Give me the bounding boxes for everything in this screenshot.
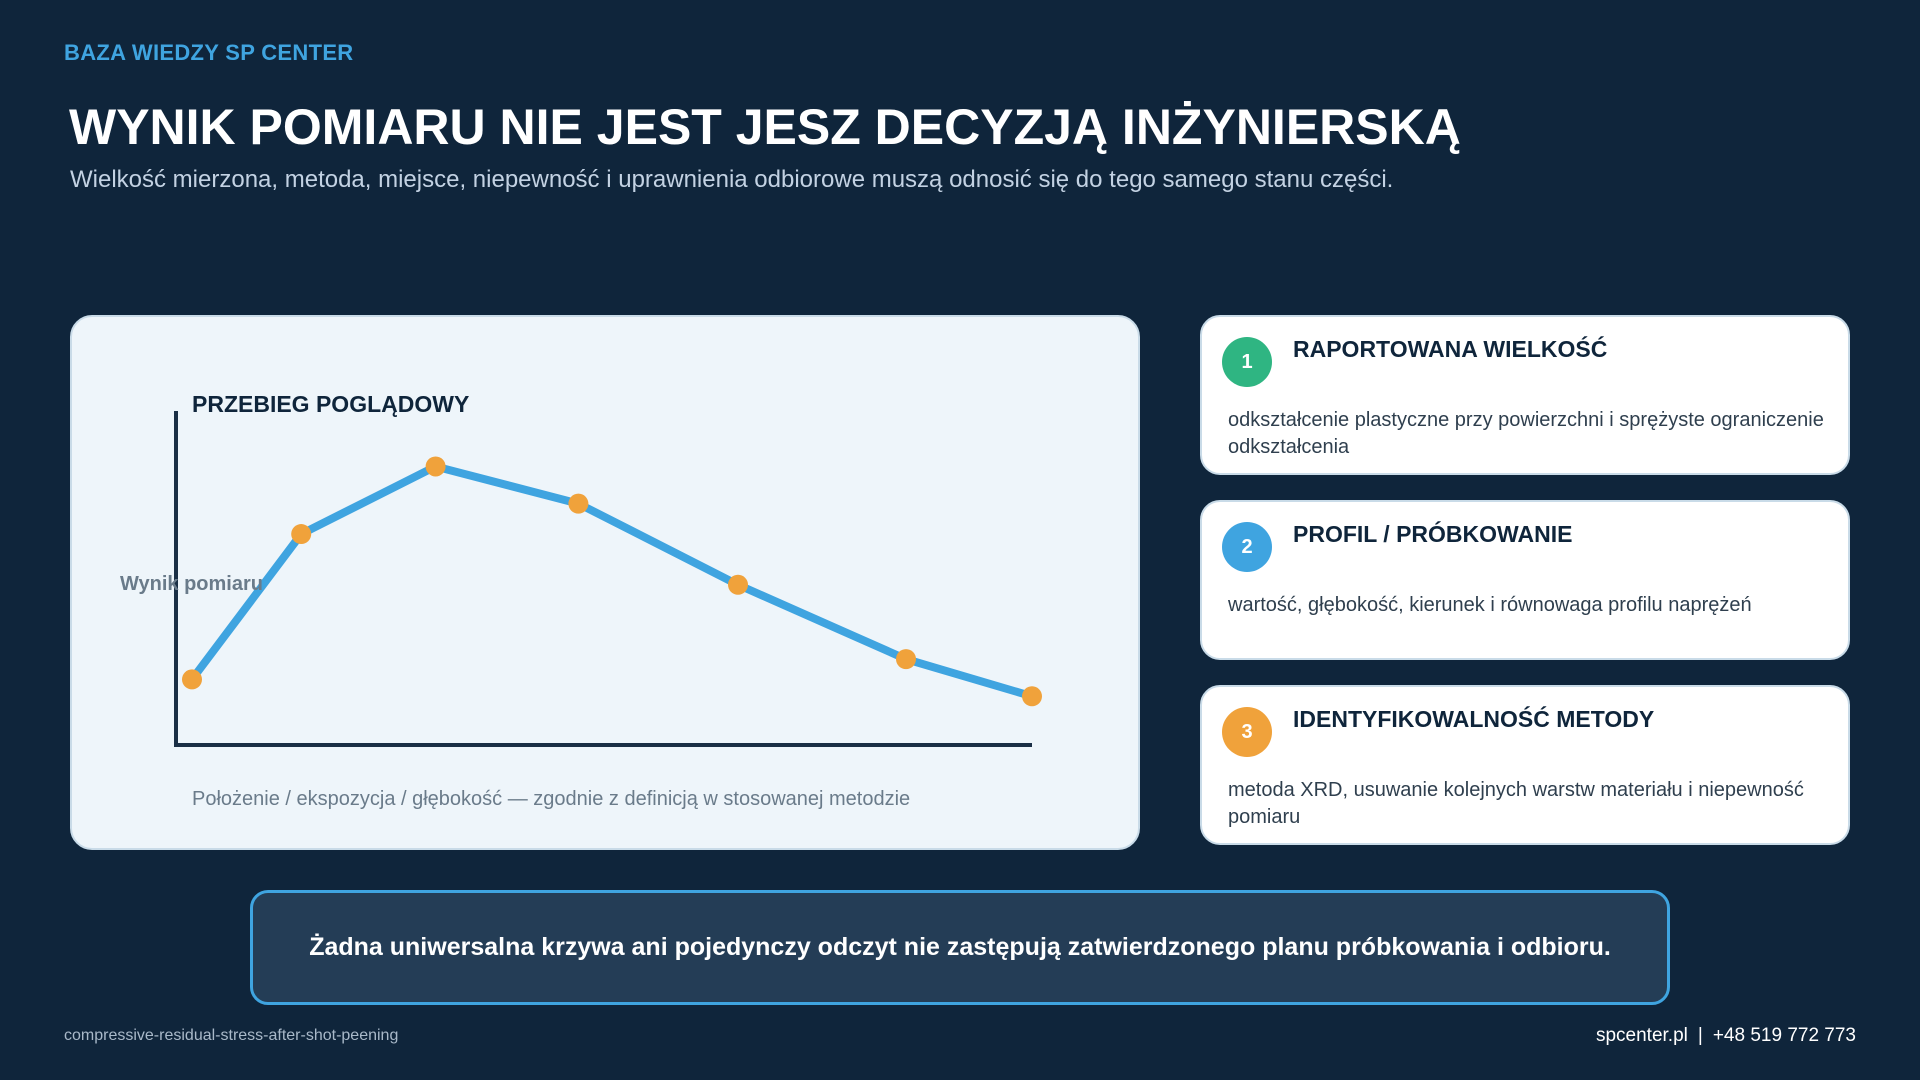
data-point (291, 524, 311, 544)
card-body: odkształcenie plastyczne przy powierzchni i sprężyste ograniczenie odkształcenia (1228, 409, 1824, 458)
data-point (896, 649, 916, 669)
card-title: IDENTYFIKOWALNOŚĆ METODY (1293, 706, 1655, 732)
website-link[interactable]: spcenter.pl (1595, 1025, 1688, 1046)
card-title: RAPORTOWANA WIELKOŚĆ (1293, 336, 1608, 362)
data-point (728, 575, 748, 595)
page-subtitle: Wielkość mierzona, metoda, miejsce, niepewność i uprawnienia odbiorowe muszą odnosić się do tego samego stanu części. (70, 166, 1394, 193)
callout-box (250, 890, 1670, 1005)
data-point (182, 669, 202, 689)
footer-contact (1596, 1025, 1856, 1047)
card-profile-sampling (1200, 500, 1850, 660)
card-number-badge: 3 (1222, 707, 1272, 757)
card-reported-quantity (1200, 315, 1850, 475)
card-body: wartość, głębokość, kierunek i równowaga profilu naprężeń (1228, 594, 1752, 616)
card-number-badge: 1 (1222, 337, 1272, 387)
footer-separator: | (1697, 1025, 1703, 1046)
callout-text: Żadna uniwersalna krzywa ani pojedynczy odczyt nie zastępują zatwierdzonego planu próbkowania i odbioru. (309, 933, 1611, 961)
data-point (1022, 686, 1042, 706)
chart-title: PRZEBIEG POGLĄDOWY (192, 391, 470, 417)
phone-number[interactable]: +48 519 772 773 (1712, 1025, 1856, 1046)
chart-y-axis-label: Wynik pomiaru (120, 573, 263, 595)
data-point (568, 494, 588, 514)
kicker: BAZA WIEDZY SP CENTER (64, 40, 354, 65)
card-method-traceability (1200, 685, 1850, 845)
card-body: metoda XRD, usuwanie kolejnych warstw materiału i niepewność pomiaru (1228, 779, 1804, 828)
chart-panel (70, 315, 1140, 850)
footer-slug: compressive-residual-stress-after-shot-peening (64, 1027, 399, 1044)
card-title: PROFIL / PRÓBKOWANIE (1293, 521, 1573, 547)
card-number-badge: 2 (1222, 522, 1272, 572)
page-title: WYNIK POMIARU NIE JEST JESZ DECYZJĄ INŻYNIERSKĄ (69, 99, 1461, 155)
chart-x-axis-label: Położenie / ekspozycja / głębokość — zgodnie z definicją w stosowanej metodzie (192, 788, 911, 810)
data-point (426, 456, 446, 476)
